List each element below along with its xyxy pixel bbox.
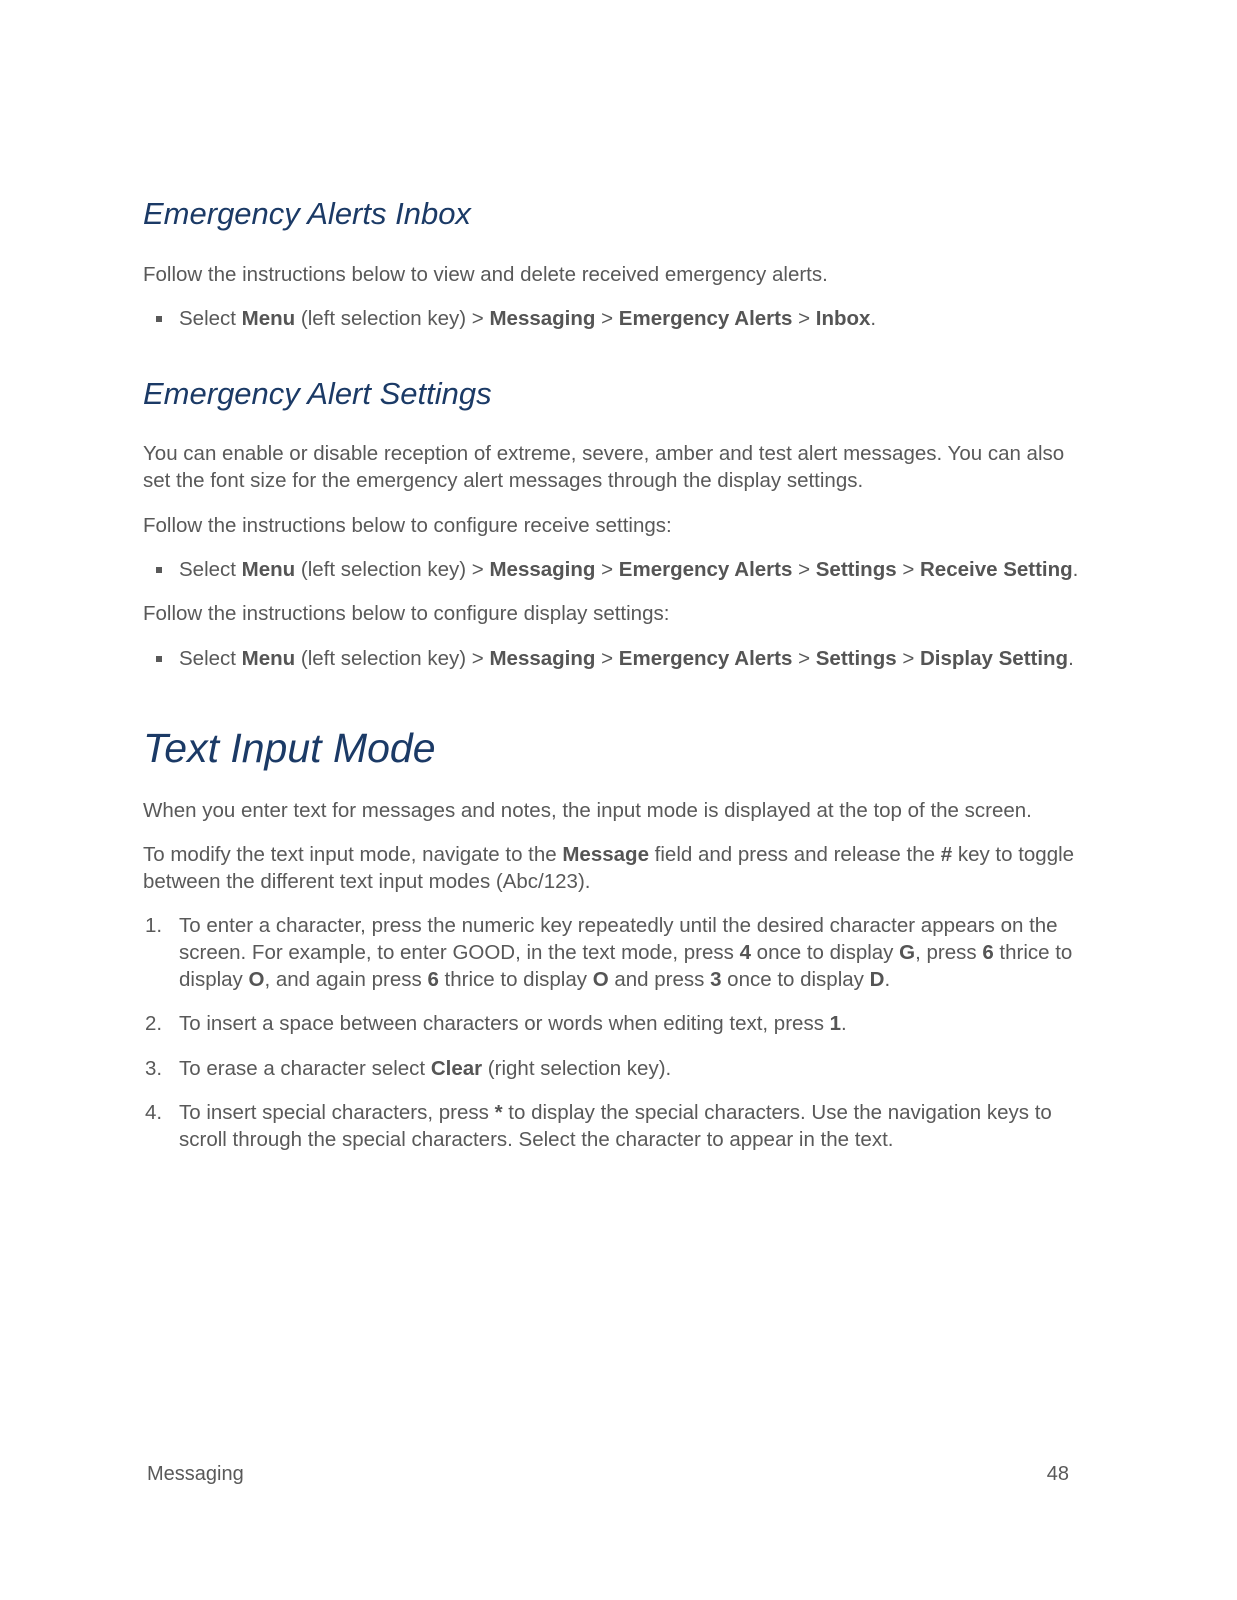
modify-instructions: To modify the text input mode, navigate to the Message field and press and release the # key to toggle between the different text input modes (Abc/123). (143, 843, 1075, 893)
footer-page-number: 48 (1046, 1463, 1069, 1485)
heading-emergency-alert-settings: Emergency Alert Settings (143, 376, 492, 411)
list-item: 2. To insert a space between characters or words when editing text, press 1. (145, 1012, 847, 1035)
text-input-intro: When you enter text for messages and notes, the input mode is displayed at the top of the screen. (143, 799, 1032, 822)
bullet-square-icon (156, 567, 162, 573)
menu-key-label: Menu (241, 307, 296, 330)
list-item: 4. To insert special characters, press * to display the special characters. Use the navigation keys to scroll through the special characters. Select the character to appear in the text. (145, 1101, 1052, 1151)
heading-text-input-mode: Text Input Mode (143, 725, 436, 771)
bullet-square-icon (156, 656, 162, 662)
receive-step: Select Menu (left selection key) > Messaging > Emergency Alerts > Settings > Receive Setting. (143, 556, 1083, 583)
footer-section-name: Messaging (147, 1463, 244, 1485)
list-item: 1. To enter a character, press the numeric key repeatedly until the desired character appears on the screen. For example, to enter GOOD, in the text mode, press 4 once to display G, press 6 thrice to display O, and again press 6 thrice to display O and press 3 once to display D. (145, 914, 1073, 991)
settings-intro: You can enable or disable reception of extreme, severe, amber and test alert messages. You can also set the font size for the emergency alert messages through the display settings. (143, 442, 1065, 492)
page-content (143, 190, 1083, 1153)
display-step: Select Menu (left selection key) > Messaging > Emergency Alerts > Settings > Display Setting. (143, 645, 1083, 672)
list-item: 3. To erase a character select Clear (right selection key). (145, 1057, 672, 1080)
inbox-intro: Follow the instructions below to view and delete received emergency alerts. (143, 263, 828, 286)
bullet-square-icon (156, 316, 162, 322)
heading-emergency-alerts-inbox: Emergency Alerts Inbox (143, 196, 471, 231)
receive-intro: Follow the instructions below to configure receive settings: (143, 514, 672, 537)
inbox-step: Select Menu (left selection key) > Messaging > Emergency Alerts > Inbox. (143, 305, 1083, 332)
display-intro: Follow the instructions below to configure display settings: (143, 602, 670, 625)
